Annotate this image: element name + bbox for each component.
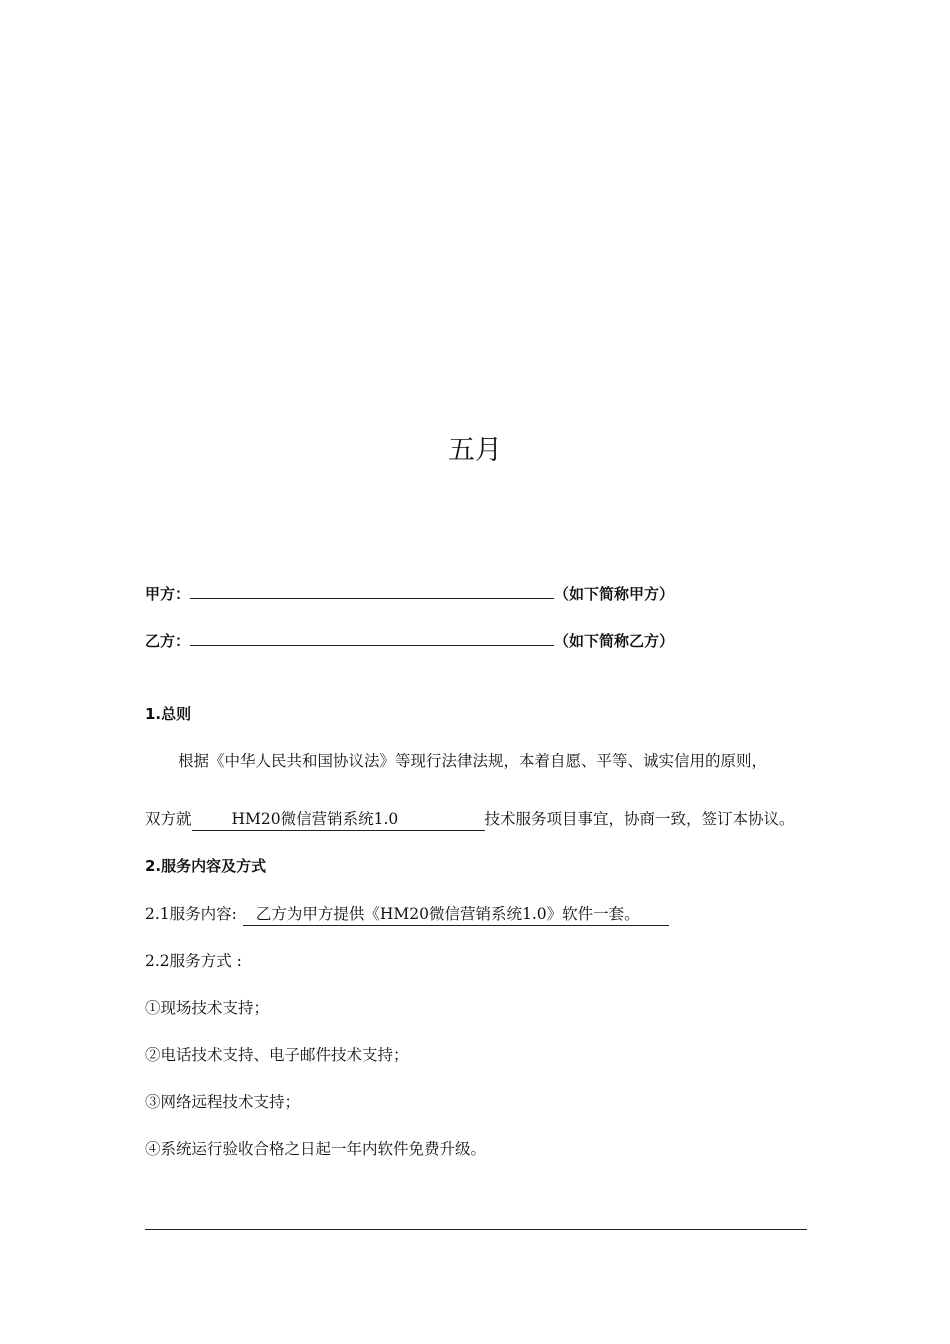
section1-para-line2 <box>145 807 795 831</box>
project-name: HM20微信营销系统1.0 <box>231 810 399 828</box>
service-method-item: ③网络远程技术支持； <box>145 1093 301 1111</box>
page-title: 五月 <box>448 435 502 466</box>
section2-heading: 2.服务内容及方式 <box>145 857 267 875</box>
service-content-value: 乙方为甲方提供《HM20微信营销系统1.0》软件一套。 <box>255 905 640 923</box>
service-content-field <box>243 902 669 926</box>
project-name-field <box>192 807 485 831</box>
section1-heading: 1.总则 <box>145 705 192 723</box>
service-method-item: ①现场技术支持； <box>145 999 270 1017</box>
party-b-label: 乙方： <box>145 632 191 650</box>
party-b-suffix: （如下简称乙方） <box>554 632 675 650</box>
service-content-label: 2.1服务内容: <box>145 905 237 923</box>
party-b-line <box>145 630 674 651</box>
party-b-blank <box>190 630 554 646</box>
section1-para-line1: 根据《中华人民共和国协议法》等现行法律法规，本着自愿、平等、诚实信用的原则， <box>178 752 768 770</box>
party-a-blank <box>190 583 554 599</box>
service-content-line <box>145 902 669 926</box>
page-footer-divider <box>145 1229 807 1230</box>
section1-para-suffix: 技术服务项目事宜，协商一致，签订本协议。 <box>484 810 795 828</box>
section1-para-prefix: 双方就 <box>145 810 192 828</box>
service-method-item: ④系统运行验收合格之日起一年内软件免费升级。 <box>145 1140 487 1158</box>
party-a-label: 甲方： <box>145 585 191 603</box>
service-method-item: ②电话技术支持、电子邮件技术支持； <box>145 1046 409 1064</box>
party-a-suffix: （如下简称甲方） <box>554 585 675 603</box>
party-a-line <box>145 583 674 604</box>
service-method-label: 2.2服务方式 : <box>145 952 242 970</box>
